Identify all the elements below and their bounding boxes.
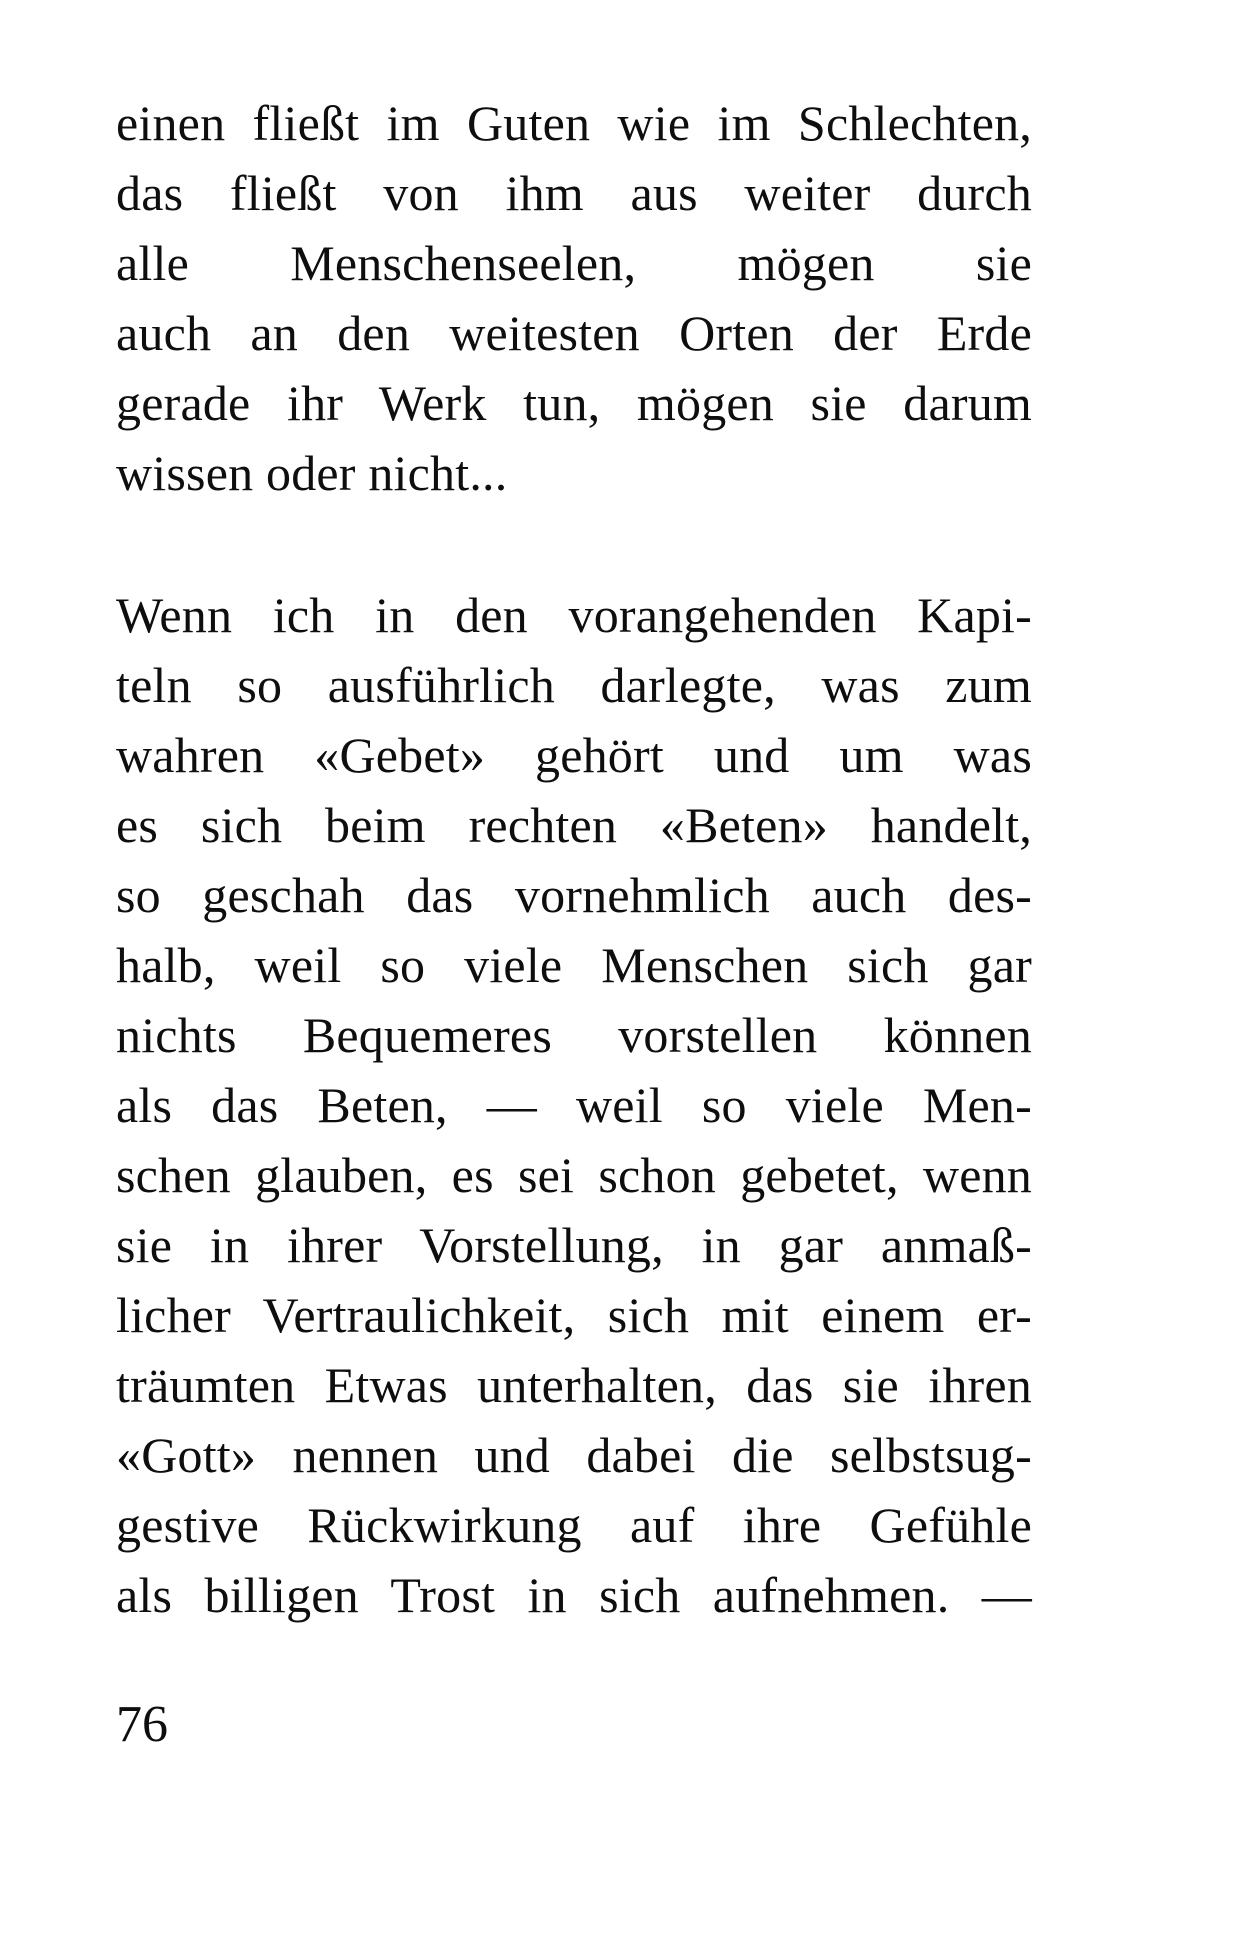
text-line: halb, weil so viele Menschen sich gar [116,937,1032,993]
text-line: Wenn ich in den vorangehenden Kapi- [116,587,1032,643]
text-line: es sich beim rechten «Beten» handelt, [116,797,1032,853]
text-line: einen fließt im Guten wie im Schlechten, [116,95,1032,151]
text-line: wissen oder nicht... [116,445,508,501]
text-line: alle Menschenseelen, mögen sie [116,235,1032,291]
text-line: das fließt von ihm aus weiter durch [116,165,1032,221]
text-line: auch an den weitesten Orten der Erde [116,305,1032,361]
text-line: nichts Bequemeres vorstellen können [116,1007,1032,1063]
paragraph-continuation [116,88,1032,508]
text-line: «Gott» nennen und dabei die selbstsug- [116,1427,1032,1483]
text-line: als billigen Trost in sich aufnehmen. — [116,1567,1032,1623]
text-line: so geschah das vornehmlich auch des- [116,867,1032,923]
text-line: sie in ihrer Vorstellung, in gar anmaß- [116,1217,1032,1273]
text-line: schen glauben, es sei schon gebetet, wenn [116,1147,1032,1203]
text-line: gestive Rückwirkung auf ihre Gefühle [116,1497,1032,1553]
text-line: als das Beten, — weil so viele Men- [116,1077,1032,1133]
text-line: gerade ihr Werk tun, mögen sie darum [116,375,1032,431]
text-line: licher Vertraulichkeit, sich mit einem er- [116,1287,1032,1343]
paragraph-main [116,580,1032,1630]
text-line: teln so ausführlich darlegte, was zum [116,657,1032,713]
page-number: 76 [116,1696,168,1753]
text-line: wahren «Gebet» gehört und um was [116,727,1032,783]
text-line: träumten Etwas unterhalten, das sie ihren [116,1357,1032,1413]
